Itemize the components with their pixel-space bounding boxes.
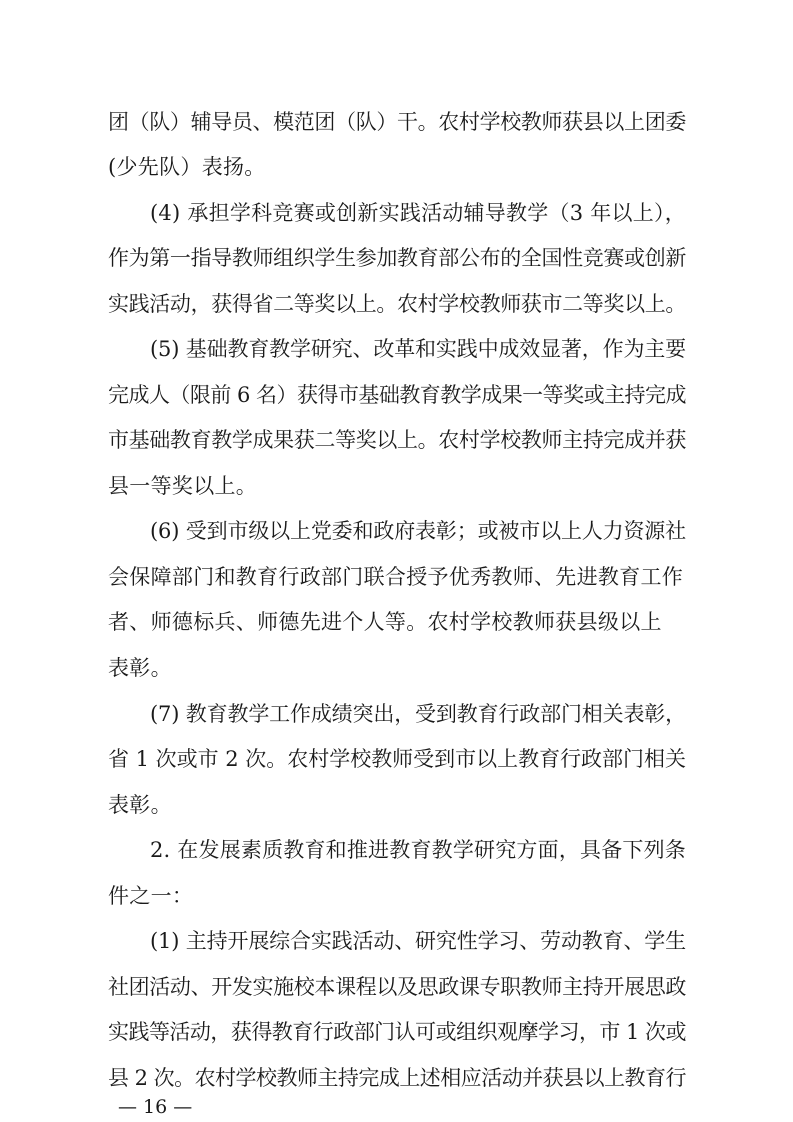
text-line-content: 表彰。 (108, 793, 172, 817)
text-line-content: (6) 受到市级以上党委和政府表彰；或被市以上人力资源社 (150, 519, 686, 543)
text-line-content: 者、师德标兵、师德先进个人等。农村学校教师获县级以上 (108, 610, 662, 634)
text-line-content: 件之一： (108, 884, 194, 908)
text-line-content: (1) 主持开展综合实践活动、研究性学习、劳动教育、学生 (150, 929, 686, 953)
text-line-content: 团（队）辅导员、模范团（队）干。农村学校教师获县以上团委 (108, 110, 686, 134)
text-line-content: (5) 基础教育教学研究、改革和实践中成效显著，作为主要 (150, 337, 686, 361)
text-line-content: (7) 教育教学工作成绩突出，受到教育行政部门相关表彰， (150, 702, 686, 726)
text-line-content: 表彰。 (108, 656, 172, 680)
text-line-content: 完成人（限前 6 名）获得市基础教育教学成果一等奖或主持完成 (108, 383, 686, 407)
text-line-content: 县一等奖以上。 (108, 474, 258, 498)
text-line-content: 会保障部门和教育行政部门联合授予优秀教师、先进教育工作 (108, 565, 684, 589)
text-line-content: 社团活动、开发实施校本课程以及思政课专职教师主持开展思政 (108, 975, 686, 999)
text-line-content: 省 1 次或市 2 次。农村学校教师受到市以上教育行政部门相关 (108, 747, 686, 771)
text-line-content: (4) 承担学科竞赛或创新实践活动辅导教学（3 年以上）， (150, 201, 686, 225)
text-line-content: 实践活动，获得省二等奖以上。农村学校教师获市二等奖以上。 (108, 292, 686, 316)
page-number: — 16 — (118, 1096, 193, 1118)
text-line-content: 实践等活动，获得教育行政部门认可或组织观摩学习，市 1 次或 (108, 1020, 686, 1044)
text-line-content: 县 2 次。农村学校教师主持完成上述相应活动并获县以上教育行 (108, 1066, 686, 1090)
text-line-content: (少先队）表扬。 (108, 155, 266, 179)
text-line-content: 2. 在发展素质教育和推进教育教学研究方面，具备下列条 (150, 838, 686, 862)
text-line-content: 市基础教育教学成果获二等奖以上。农村学校教师主持完成并获 (108, 428, 686, 452)
text-line-content: 作为第一指导教师组织学生参加教育部公布的全国性竞赛或创新 (108, 246, 686, 270)
